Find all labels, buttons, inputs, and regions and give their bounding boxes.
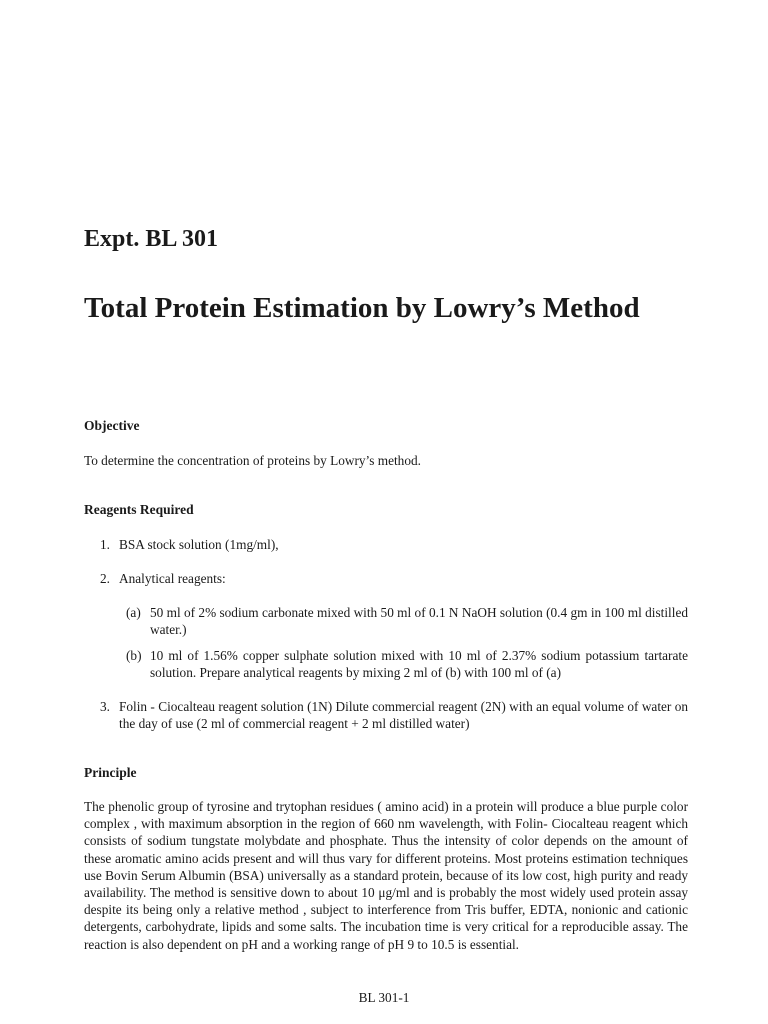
objective-text: To determine the concentration of proteins by Lowry’s method. [84, 453, 421, 468]
sub-list-item-text: 10 ml of 1.56% copper sulphate solution mixed with 10 ml of 2.37% sodium potassium tartarate solution. Prepare analytical reagents by mixing 2 ml of (b) with 100 ml of (a) [150, 648, 688, 680]
sub-list-item-label: (a) [126, 605, 141, 620]
page-number-footer: BL 301-1 [358, 990, 410, 1005]
sub-list-item [126, 604, 688, 640]
document-title: Total Protein Estimation by Lowry’s Method [84, 292, 640, 324]
objective-heading: Objective [84, 418, 140, 433]
sub-list-item-text: 50 ml of 2% sodium carbonate mixed with 50 ml of 0.1 N NaOH solution (0.4 gm in 100 ml distilled water.) [150, 605, 688, 637]
list-item [100, 698, 688, 734]
reagents-heading: Reagents Required [84, 502, 194, 517]
list-item-text: Folin - Ciocalteau reagent solution (1N) Dilute commercial reagent (2N) with an equal volume of water on the day of use (2 ml of commercial reagent + 2 ml distilled water) [119, 699, 688, 731]
principle-paragraph: The phenolic group of tyrosine and trytophan residues ( amino acid) in a protein will produce a blue purple color complex , with maximum absorption in the region of 660 nm wavelength, with Folin- Ciocalteau reagent which consists of sodium tungstate molybdate and phosphate. Thus the intensity of color depends on the amount of these aromatic amino acids present and will thus vary for different proteins. Most proteins estimation techniques use Bovin Serum Albumin (BSA) universally as a standard protein, because of its low cost, high purity and ready availability. The method is sensitive down to about 10 μg/ml and is probably the most widely used protein assay despite its being only a relative method , subject to interference from Tris buffer, EDTA, nonionic and cationic detergents, carbohydrate, lipids and some salts. The incubation time is very critical for a reproducible assay. The reaction is also dependent on pH and a working range of pH 9 to 10.5 is essential. [84, 799, 688, 952]
list-item-number: 2. [100, 571, 110, 586]
list-item [100, 536, 690, 556]
list-item-number: 3. [100, 699, 110, 714]
principle-heading: Principle [84, 765, 137, 780]
list-item [100, 570, 690, 590]
sub-list-item [126, 647, 688, 683]
list-item-text: Analytical reagents: [119, 571, 226, 586]
experiment-number: Expt. BL 301 [84, 226, 219, 252]
sub-list-item-label: (b) [126, 648, 142, 663]
list-item-text: BSA stock solution (1mg/ml), [119, 537, 279, 552]
list-item-number: 1. [100, 537, 110, 552]
